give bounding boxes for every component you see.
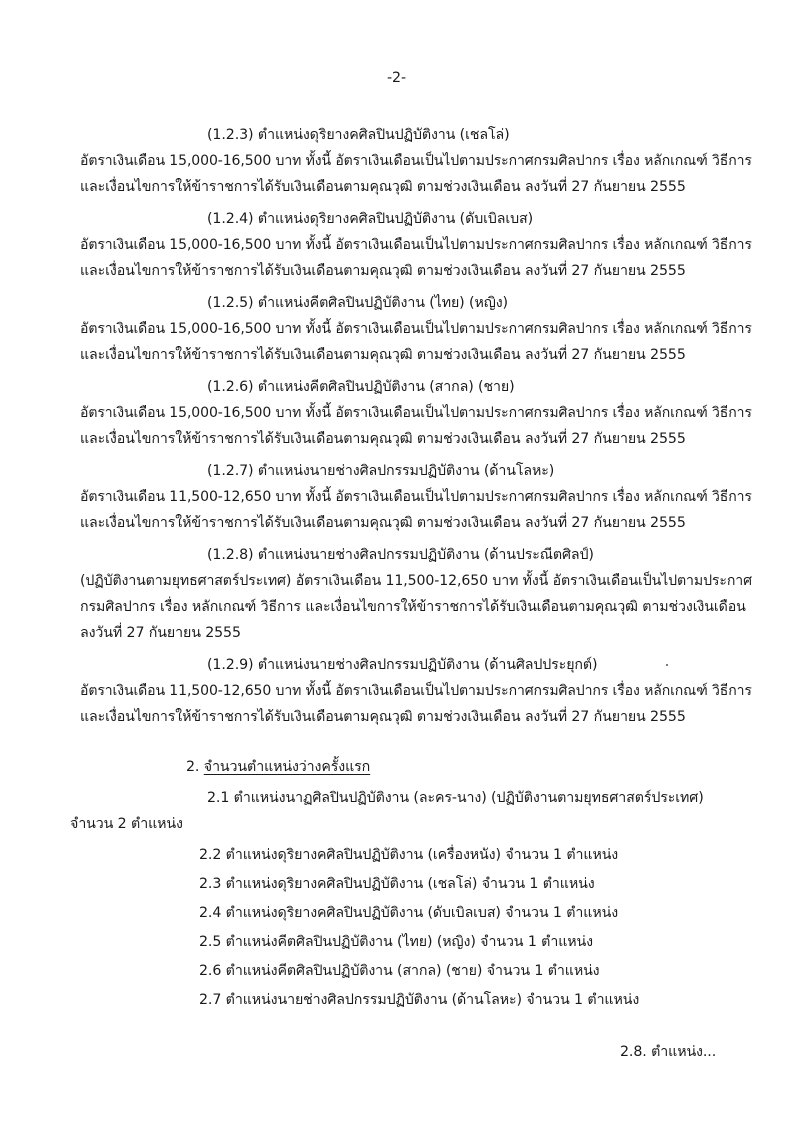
item-heading-1-2-6: (1.2.6) ตำแหน่งคีตศิลปินปฏิบัติงาน (สากล) (ชาย) bbox=[207, 379, 515, 395]
paragraph-line: ลงวันที่ 27 กันยายน 2555 bbox=[80, 625, 241, 641]
paragraph-line: อัตราเงินเดือน 15,000-16,500 บาท ทั้งนี้ อัตราเงินเดือนเป็นไปตามประกาศกรมศิลปากร เรื่อง หลักเกณฑ์ วิธีการ bbox=[80, 321, 752, 337]
paragraph-line: (ปฏิบัติงานตามยุทธศาสตร์ประเทศ) อัตราเงินเดือน 11,500-12,650 บาท ทั้งนี้ อัตราเงินเดือนเป็นไปตามประกาศ bbox=[80, 573, 752, 589]
paragraph-line: อัตราเงินเดือน 15,000-16,500 บาท ทั้งนี้ อัตราเงินเดือนเป็นไปตามประกาศกรมศิลปากร เรื่อง หลักเกณฑ์ วิธีการ bbox=[80, 405, 752, 421]
continuation-marker: 2.8. ตำแหน่ง... bbox=[620, 1044, 717, 1060]
list-item-2-2: 2.2 ตำแหน่งดุริยางคศิลปินปฏิบัติงาน (เครื่องหนัง) จำนวน 1 ตำแหน่ง bbox=[199, 847, 619, 863]
item-heading-1-2-9: (1.2.9) ตำแหน่งนายช่างศิลปกรรมปฏิบัติงาน (ด้านศิลปประยุกต์) bbox=[207, 657, 598, 673]
item-heading-1-2-8: (1.2.8) ตำแหน่งนายช่างศิลปกรรมปฏิบัติงาน (ด้านประณีตศิลป์) bbox=[207, 547, 594, 563]
paragraph-line: อัตราเงินเดือน 11,500-12,650 บาท ทั้งนี้ อัตราเงินเดือนเป็นไปตามประกาศกรมศิลปากร เรื่อง หลักเกณฑ์ วิธีการ bbox=[80, 489, 752, 505]
list-item-continuation: จำนวน 2 ตำแหน่ง bbox=[70, 816, 183, 832]
item-heading-1-2-3: (1.2.3) ตำแหน่งดุริยางคศิลปินปฏิบัติงาน (เชลโล่) bbox=[207, 127, 510, 143]
paragraph-line: กรมศิลปากร เรื่อง หลักเกณฑ์ วิธีการ และเงื่อนไขการให้ข้าราชการได้รับเงินเดือนตามคุณวุฒิ ตามช่วงเงินเดือน bbox=[80, 599, 746, 615]
paragraph-line: และเงื่อนไขการให้ข้าราชการได้รับเงินเดือนตามคุณวุฒิ ตามช่วงเงินเดือน ลงวันที่ 27 กันยายน 2555 bbox=[80, 179, 686, 195]
item-heading-1-2-7: (1.2.7) ตำแหน่งนายช่างศิลปกรรมปฏิบัติงาน (ด้านโลหะ) bbox=[207, 463, 555, 479]
section-number: 2. bbox=[186, 759, 204, 775]
list-item-2-4: 2.4 ตำแหน่งดุริยางคศิลปินปฏิบัติงาน (ดับเบิลเบส) จำนวน 1 ตำแหน่ง bbox=[199, 905, 619, 921]
page-number: -2- bbox=[387, 70, 406, 86]
section-heading-2 bbox=[186, 757, 370, 777]
item-heading-1-2-5: (1.2.5) ตำแหน่งคีตศิลปินปฏิบัติงาน (ไทย) (หญิง) bbox=[207, 295, 508, 311]
list-item-2-1: 2.1 ตำแหน่งนาฏศิลปินปฏิบัติงาน (ละคร-นาง) (ปฏิบัติงานตามยุทธศาสตร์ประเทศ) bbox=[207, 790, 704, 806]
list-item-2-5: 2.5 ตำแหน่งคีตศิลปินปฏิบัติงาน (ไทย) (หญิง) จำนวน 1 ตำแหน่ง bbox=[199, 934, 593, 950]
scan-speck bbox=[666, 664, 668, 666]
paragraph-line: และเงื่อนไขการให้ข้าราชการได้รับเงินเดือนตามคุณวุฒิ ตามช่วงเงินเดือน ลงวันที่ 27 กันยายน 2555 bbox=[80, 263, 686, 279]
paragraph-line: อัตราเงินเดือน 11,500-12,650 บาท ทั้งนี้ อัตราเงินเดือนเป็นไปตามประกาศกรมศิลปากร เรื่อง หลักเกณฑ์ วิธีการ bbox=[80, 683, 752, 699]
paragraph-line: อัตราเงินเดือน 15,000-16,500 บาท ทั้งนี้ อัตราเงินเดือนเป็นไปตามประกาศกรมศิลปากร เรื่อง หลักเกณฑ์ วิธีการ bbox=[80, 153, 752, 169]
list-item-2-7: 2.7 ตำแหน่งนายช่างศิลปกรรมปฏิบัติงาน (ด้านโลหะ) จำนวน 1 ตำแหน่ง bbox=[199, 992, 640, 1008]
paragraph-line: และเงื่อนไขการให้ข้าราชการได้รับเงินเดือนตามคุณวุฒิ ตามช่วงเงินเดือน ลงวันที่ 27 กันยายน 2555 bbox=[80, 431, 686, 447]
paragraph-line: และเงื่อนไขการให้ข้าราชการได้รับเงินเดือนตามคุณวุฒิ ตามช่วงเงินเดือน ลงวันที่ 27 กันยายน 2555 bbox=[80, 515, 686, 531]
list-item-2-3: 2.3 ตำแหน่งดุริยางคศิลปินปฏิบัติงาน (เชลโล่) จำนวน 1 ตำแหน่ง bbox=[199, 876, 595, 892]
paragraph-line: และเงื่อนไขการให้ข้าราชการได้รับเงินเดือนตามคุณวุฒิ ตามช่วงเงินเดือน ลงวันที่ 27 กันยายน 2555 bbox=[80, 347, 686, 363]
list-item-2-6: 2.6 ตำแหน่งคีตศิลปินปฏิบัติงาน (สากล) (ชาย) จำนวน 1 ตำแหน่ง bbox=[199, 963, 600, 979]
paragraph-line: อัตราเงินเดือน 15,000-16,500 บาท ทั้งนี้ อัตราเงินเดือนเป็นไปตามประกาศกรมศิลปากร เรื่อง หลักเกณฑ์ วิธีการ bbox=[80, 237, 752, 253]
section-title: จำนวนตำแหน่งว่างครั้งแรก bbox=[203, 759, 371, 775]
paragraph-line: และเงื่อนไขการให้ข้าราชการได้รับเงินเดือนตามคุณวุฒิ ตามช่วงเงินเดือน ลงวันที่ 27 กันยายน 2555 bbox=[80, 709, 686, 725]
item-heading-1-2-4: (1.2.4) ตำแหน่งดุริยางคศิลปินปฏิบัติงาน (ดับเบิลเบส) bbox=[207, 211, 534, 227]
